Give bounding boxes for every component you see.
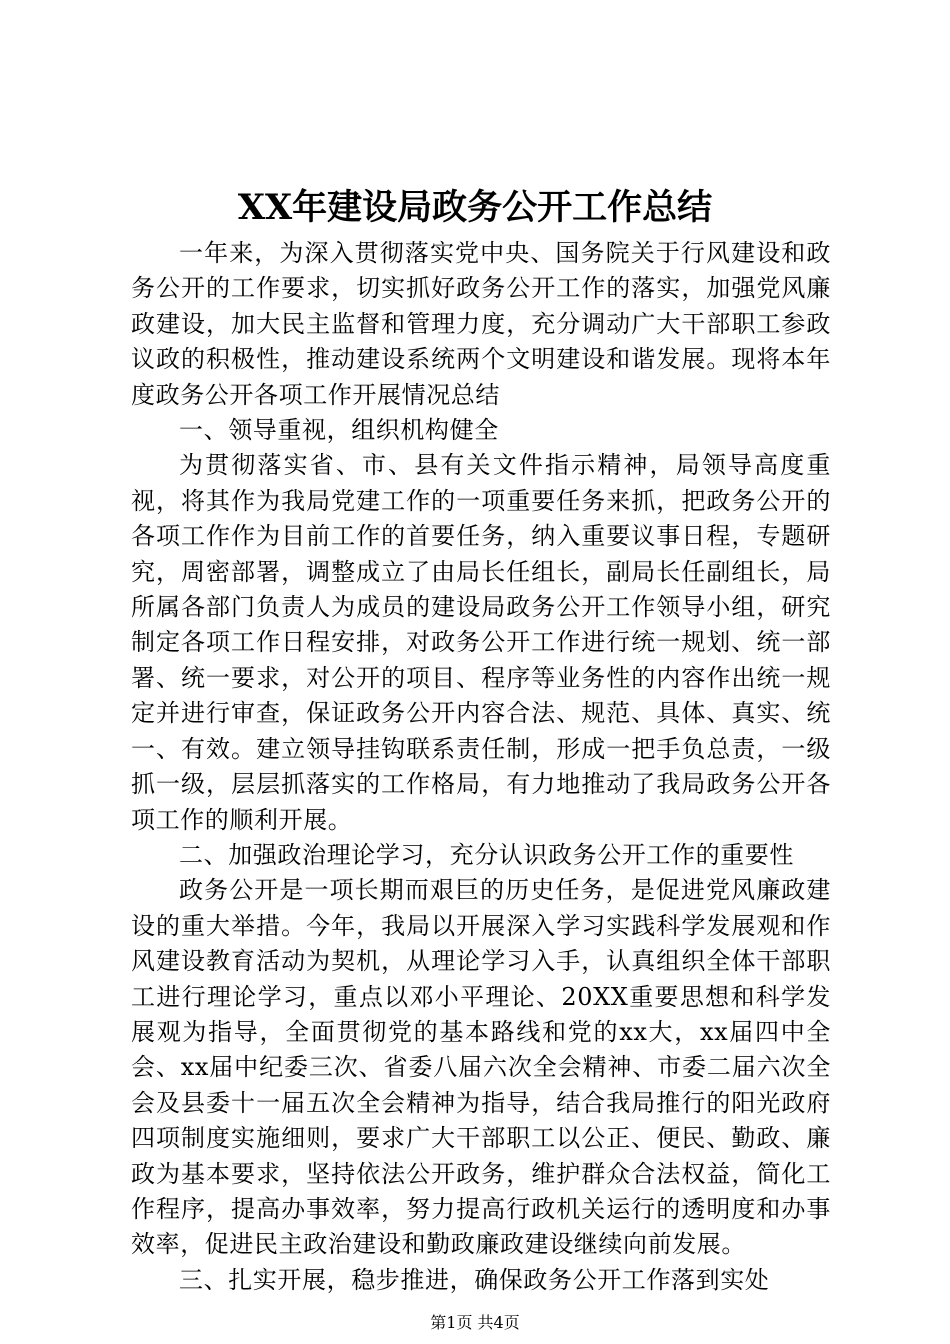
section-1-paragraph: 为贯彻落实省、市、县有关文件指示精神，局领导高度重视，将其作为我局党建工作的一项重要任务来抓，把政务公开的各项工作作为目前工作的首要任务，纳入重要议事日程，专题研究，周密部署，调整成立了由局长任组长，副局长任副组长，局所属各部门负责人为成员的建设局政务公开工作领导小组，研究制定各项工作日程安排，对政务公开工作进行统一规划、统一部署、统一要求，对公开的项目、程序等业务性的内容作出统一规定并进行审查，保证政务公开内容合法、规范、具体、真实、统一、有效。建立领导挂钩联系责任制，形成一把手负总责，一级抓一级，层层抓落实的工作格局，有力地推动了我局政务公开各项工作的顺利开展。 xyxy=(131,451,831,834)
section-heading-3: 三、扎实开展，稳步推进，确保政务公开工作落到实处 xyxy=(179,1265,770,1294)
section-2-paragraph: 政务公开是一项长期而艰巨的历史任务，是促进党风廉政建设的重大举措。今年，我局以开展深入学习实践科学发展观和作风建设教育活动为契机，从理论学习入手，认真组织全体干部职工进行理论学习，重点以邓小平理论、20XX重要思想和科学发展观为指导，全面贯彻党的基本路线和党的xx大，xx届四中全会、xx届中纪委三次、省委八届六次全会精神、市委二届六次全会及县委十一届五次全会精神为指导，结合我局推行的阳光政府四项制度实施细则，要求广大干部职工以公正、便民、勤政、廉政为基本要求，坚持依法公开政务，维护群众合法权益，简化工作程序，提高办事效率，努力提高行政机关运行的透明度和办事效率，促进民主政治建设和勤政廉政建设继续向前发展。 xyxy=(131,876,831,1259)
intro-paragraph: 一年来，为深入贯彻落实党中央、国务院关于行风建设和政务公开的工作要求，切实抓好政务公开工作的落实，加强党风廉政建设，加大民主监督和管理力度，充分调动广大干部职工参政议政的积极性，推动建设系统两个文明建设和谐发展。现将本年度政务公开各项工作开展情况总结 xyxy=(131,239,831,409)
section-heading-2: 二、加强政治理论学习，充分认识政务公开工作的重要性 xyxy=(179,840,794,869)
page-footer: 第1页 共4页 xyxy=(430,1313,520,1332)
document-body xyxy=(131,236,831,1298)
section-heading-1: 一、领导重视，组织机构健全 xyxy=(179,416,499,445)
document-title: XX年建设局政务公开工作总结 xyxy=(237,187,713,228)
